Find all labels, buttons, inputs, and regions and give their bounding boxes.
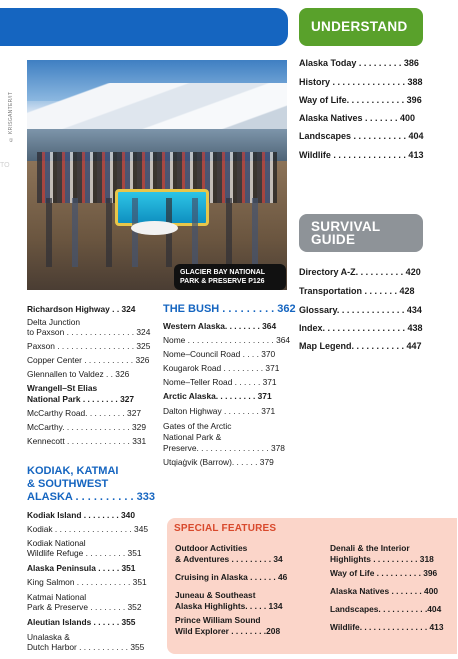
toc-entry-aleutian-islands[interactable]: Aleutian Islands . . . . . . 355 — [27, 617, 136, 627]
special-entry-outdoor-activities[interactable]: Outdoor Activities — [175, 543, 248, 553]
toc-entry-glennallen-to-valdez[interactable]: Glennallen to Valdez . . 326 — [27, 369, 130, 379]
section-heading-the-bush[interactable]: THE BUSH . . . . . . . . . 362 — [163, 303, 296, 315]
section-heading-kodiak-3[interactable]: ALASKA . . . . . . . . . . 333 — [27, 491, 155, 503]
toc-entry-nome-council-road[interactable]: Nome–Council Road . . . . 370 — [163, 349, 276, 359]
toc-entry-western-alaska[interactable]: Western Alaska. . . . . . . . 364 — [163, 321, 277, 331]
toc-entry-mccarthy[interactable]: McCarthy. . . . . . . . . . . . . . . 329 — [27, 422, 146, 432]
toc-entry-paxson[interactable]: Paxson . . . . . . . . . . . . . . . . . 325 — [27, 341, 151, 351]
toc-entry-utqiagvik[interactable]: Utqiaġvik (Barrow). . . . . . 379 — [163, 457, 274, 467]
toc-entry-directory-a-z[interactable]: Directory A-Z. . . . . . . . . . 420 — [299, 267, 421, 277]
toc-entry-glossary[interactable]: Glossary. . . . . . . . . . . . . . 434 — [299, 305, 422, 315]
toc-entry-delta-junction[interactable]: Delta Junction — [27, 317, 81, 327]
toc-entry-alaska-natives[interactable]: Alaska Natives . . . . . . . 400 — [299, 113, 416, 123]
ghost-text: TO — [0, 162, 10, 169]
special-features-title: SPECIAL FEATURES — [174, 523, 277, 534]
toc-entry-index[interactable]: Index. . . . . . . . . . . . . . . . . 438 — [299, 323, 423, 333]
understand-heading[interactable]: UNDERSTAND — [299, 8, 423, 46]
toc-entry-wildlife[interactable]: Wildlife . . . . . . . . . . . . . . . 413 — [299, 150, 424, 160]
special-entry-prince-william-sound[interactable]: Prince William Sound — [175, 615, 261, 625]
survival-title-line-1: SURVIVAL — [311, 219, 381, 234]
toc-entry-arctic-alaska[interactable]: Arctic Alaska. . . . . . . . . 371 — [163, 391, 272, 401]
special-entry-cruising-in-alaska[interactable]: Cruising in Alaska . . . . . . 46 — [175, 572, 288, 582]
survival-guide-heading[interactable] — [299, 214, 423, 252]
toc-entry-gates-of-the-arctic[interactable]: Gates of the Arctic — [163, 421, 232, 431]
toc-entry-dutch-harbor[interactable]: Dutch Harbor . . . . . . . . . . . 355 — [27, 642, 145, 652]
caption-line-1: GLACIER BAY NATIONAL — [180, 269, 266, 276]
photo-credit: © KRISGANTER/IT — [8, 91, 14, 142]
toc-entry-alaska-today[interactable]: Alaska Today . . . . . . . . . 386 — [299, 58, 419, 68]
special-entry-denali-interior[interactable]: Denali & the Interior — [330, 543, 410, 553]
toc-entry-nome[interactable]: Nome . . . . . . . . . . . . . . . . . . . 364 — [163, 335, 291, 345]
toc-entry-kodiak-island[interactable]: Kodiak Island . . . . . . . . 340 — [27, 510, 135, 520]
caption-line-2: PARK & PRESERVE P126 — [180, 278, 265, 285]
toc-entry-kodiak-national[interactable]: Kodiak National — [27, 538, 86, 548]
toc-entry-history[interactable]: History . . . . . . . . . . . . . . . 388 — [299, 77, 423, 87]
toc-entry-landscapes[interactable]: Landscapes . . . . . . . . . . . 404 — [299, 131, 424, 141]
glacier-bay-cruise-photo — [27, 60, 287, 290]
special-entry-landscapes[interactable]: Landscapes. . . . . . . . . . .404 — [330, 604, 442, 614]
special-entry-way-of-life[interactable]: Way of Life . . . . . . . . . . 396 — [330, 568, 438, 578]
toc-entry-unalaska[interactable]: Unalaska & — [27, 632, 70, 642]
special-entry-adventures[interactable]: & Adventures . . . . . . . . . 34 — [175, 554, 283, 564]
toc-entry-wildlife-refuge[interactable]: Wildlife Refuge . . . . . . . . . 351 — [27, 548, 142, 558]
special-entry-wild-explorer[interactable]: Wild Explorer . . . . . . . .208 — [175, 626, 281, 636]
toc-entry-katmai-national[interactable]: Katmai National — [27, 592, 87, 602]
toc-entry-kodiak[interactable]: Kodiak . . . . . . . . . . . . . . . . . 345 — [27, 524, 149, 534]
special-entry-juneau-southeast[interactable]: Juneau & Southeast — [175, 590, 256, 600]
toc-entry-kennecott[interactable]: Kennecott . . . . . . . . . . . . . . 331 — [27, 436, 147, 446]
toc-entry-dalton-highway[interactable]: Dalton Highway . . . . . . . . 371 — [163, 406, 276, 416]
toc-entry-way-of-life[interactable]: Way of Life. . . . . . . . . . . . 396 — [299, 95, 422, 105]
survival-title-line-2: GUIDE — [311, 232, 356, 247]
toc-entry-park-preserve[interactable]: Park & Preserve . . . . . . . . 352 — [27, 602, 142, 612]
toc-entry-to-paxson[interactable]: to Paxson . . . . . . . . . . . . . . . 324 — [27, 327, 151, 337]
photo-caption — [174, 264, 286, 290]
toc-entry-transportation[interactable]: Transportation . . . . . . . 428 — [299, 286, 415, 296]
special-entry-alaska-natives[interactable]: Alaska Natives . . . . . . . 400 — [330, 586, 439, 596]
toc-entry-kougarok-road[interactable]: Kougarok Road . . . . . . . . . 371 — [163, 363, 280, 373]
toc-entry-preserve[interactable]: Preserve. . . . . . . . . . . . . . . . 378 — [163, 443, 285, 453]
special-entry-highlights[interactable]: Highlights . . . . . . . . . . 318 — [330, 554, 434, 564]
section-heading-kodiak-1[interactable]: KODIAK, KATMAI — [27, 465, 119, 477]
special-entry-wildlife[interactable]: Wildlife. . . . . . . . . . . . . . . 413 — [330, 622, 444, 632]
toc-entry-king-salmon[interactable]: King Salmon . . . . . . . . . . . . 351 — [27, 577, 147, 587]
toc-entry-nome-teller-road[interactable]: Nome–Teller Road . . . . . . 371 — [163, 377, 277, 387]
toc-entry-map-legend[interactable]: Map Legend. . . . . . . . . . . 447 — [299, 341, 422, 351]
toc-entry-copper-center[interactable]: Copper Center . . . . . . . . . . . 326 — [27, 355, 150, 365]
toc-entry-national-park[interactable]: National Park . . . . . . . . 327 — [27, 394, 135, 404]
toc-entry-richardson-highway[interactable]: Richardson Highway . . 324 — [27, 304, 136, 314]
section-heading-kodiak-2[interactable]: & SOUTHWEST — [27, 478, 109, 490]
special-entry-alaska-highlights[interactable]: Alaska Highlights. . . . . 134 — [175, 601, 283, 611]
toc-entry-mccarthy-road[interactable]: McCarthy Road. . . . . . . . . 327 — [27, 408, 142, 418]
toc-entry-alaska-peninsula[interactable]: Alaska Peninsula . . . . . 351 — [27, 563, 136, 573]
toc-entry-national-park-and[interactable]: National Park & — [163, 432, 222, 442]
top-blue-banner — [0, 8, 288, 46]
toc-entry-wrangell-st-elias[interactable]: Wrangell–St Elias — [27, 383, 98, 393]
